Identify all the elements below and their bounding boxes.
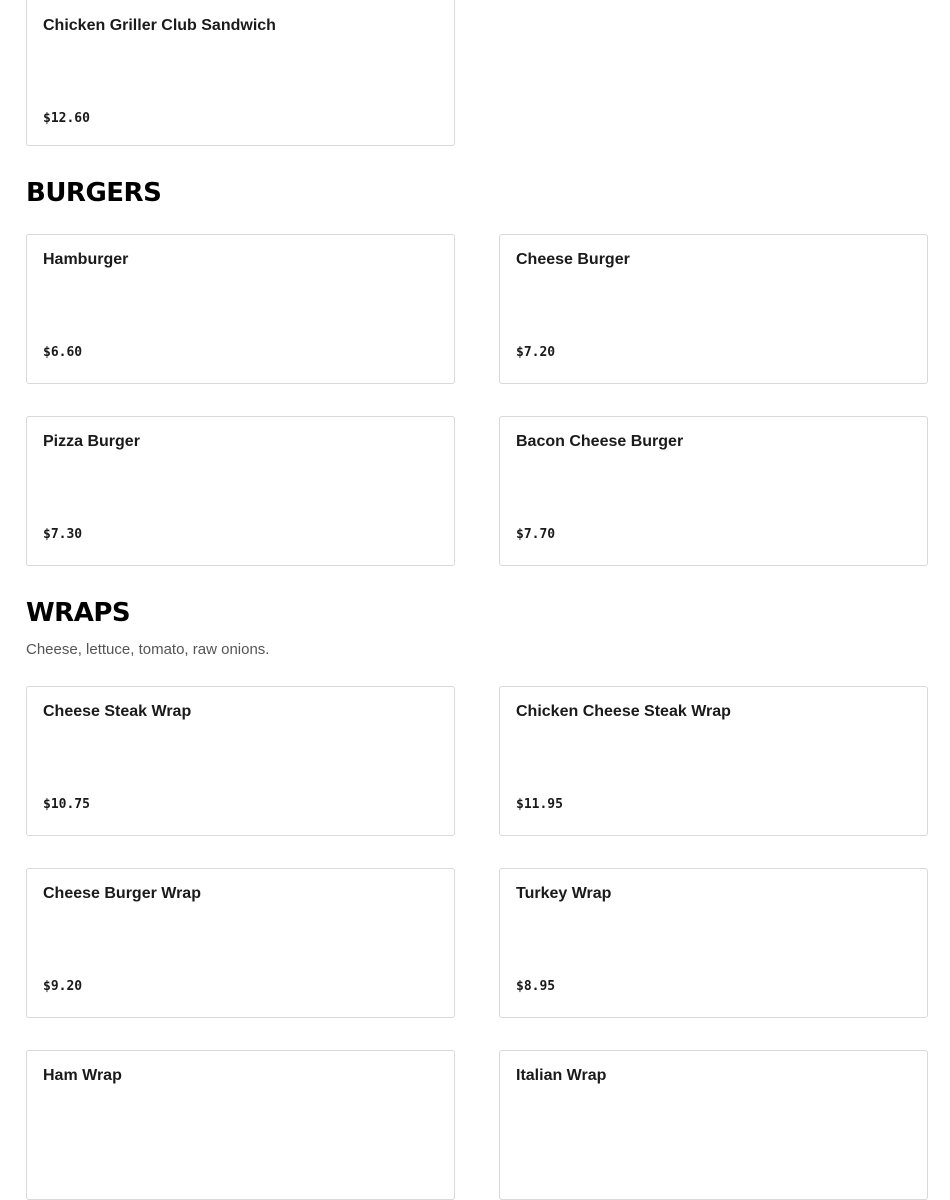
menu-item-card[interactable] — [26, 234, 455, 384]
section-title-wraps: WRAPS — [26, 598, 131, 628]
menu-item-name: Turkey Wrap — [516, 885, 612, 902]
menu-item-name: Hamburger — [43, 251, 129, 268]
menu-item-name: Cheese Burger Wrap — [43, 885, 201, 902]
menu-item-name: Pizza Burger — [43, 433, 140, 450]
menu-item-card[interactable] — [26, 0, 455, 146]
menu-item-card[interactable] — [26, 416, 455, 566]
menu-item-price: $7.30 — [43, 527, 83, 542]
menu-item-name: Cheese Burger — [516, 251, 630, 268]
menu-item-name: Chicken Cheese Steak Wrap — [516, 703, 731, 720]
menu-item-price: $7.70 — [516, 527, 556, 542]
menu-item-price: $9.20 — [43, 979, 83, 994]
menu-item-name: Italian Wrap — [516, 1067, 607, 1084]
menu-item-name: Ham Wrap — [43, 1067, 122, 1084]
menu-item-card[interactable] — [26, 1050, 455, 1200]
menu-item-name: Bacon Cheese Burger — [516, 433, 684, 450]
menu-item-price: $12.60 — [43, 111, 90, 126]
menu-item-card[interactable] — [499, 234, 928, 384]
menu-item-price: $7.20 — [516, 345, 556, 360]
section-description: Cheese, lettuce, tomato, raw onions. — [26, 641, 270, 658]
menu-item-card[interactable] — [499, 686, 928, 836]
menu-item-price: $11.95 — [516, 797, 563, 812]
menu-item-card[interactable] — [499, 868, 928, 1018]
menu-item-price: $10.75 — [43, 797, 90, 812]
menu-item-card[interactable] — [499, 416, 928, 566]
menu-item-card[interactable] — [499, 1050, 928, 1200]
menu-item-name: Cheese Steak Wrap — [43, 703, 192, 720]
menu-item-price: $6.60 — [43, 345, 83, 360]
menu-item-card[interactable] — [26, 686, 455, 836]
menu-item-card[interactable] — [26, 868, 455, 1018]
menu-item-name: Chicken Griller Club Sandwich — [43, 17, 276, 34]
section-title-burgers: BURGERS — [26, 178, 162, 208]
menu-item-price: $8.95 — [516, 979, 556, 994]
